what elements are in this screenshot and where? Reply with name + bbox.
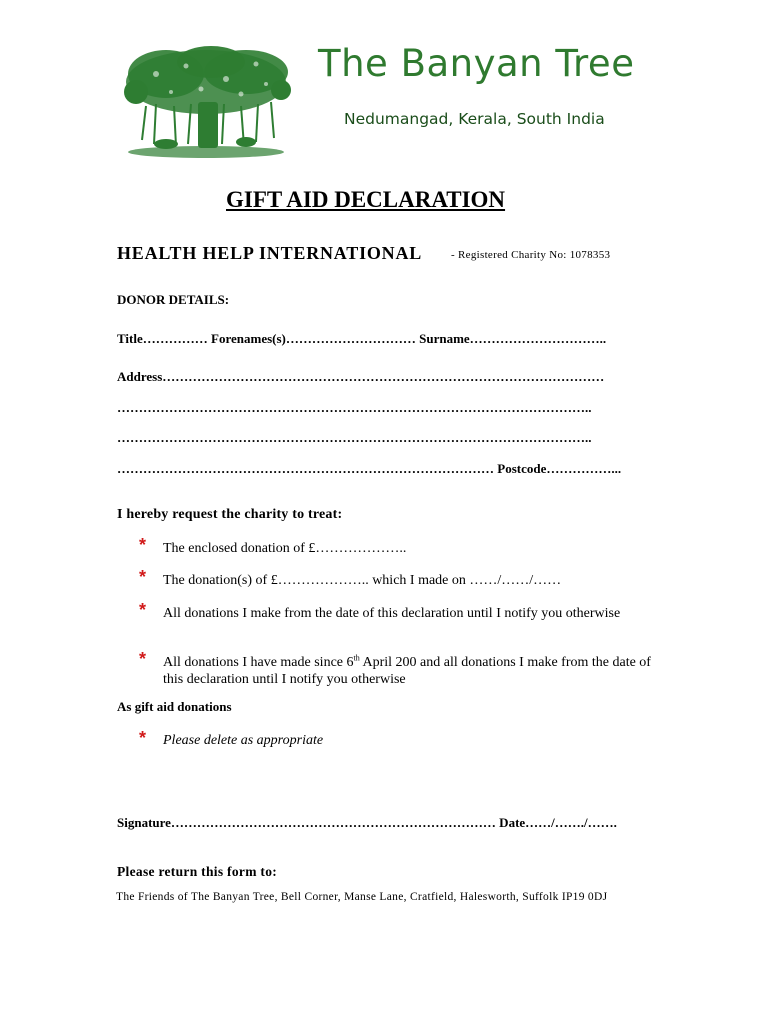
option-text: All donations I have made since 6 <box>163 655 354 670</box>
request-heading: I hereby request the charity to treat: <box>117 507 343 522</box>
option-text: All donations I make from the date of this declaration until I notify you otherwise <box>163 606 621 621</box>
return-heading: Please return this form to: <box>117 864 278 879</box>
name-fields-line[interactable]: Title…………… Forenames(s)………………………… Surname………………………….. <box>117 331 607 346</box>
option-future-donations[interactable] <box>163 605 623 622</box>
organisation-name: HEALTH HELP INTERNATIONAL <box>117 243 423 263</box>
bullet-asterisk: * <box>139 728 147 748</box>
bullet-asterisk: * <box>139 600 147 620</box>
address-line-1[interactable]: Address………………………………………………………………………………………… <box>117 369 605 384</box>
delete-note: Please delete as appropriate <box>163 733 324 748</box>
banyan-tree-logo-icon <box>116 44 296 164</box>
option-enclosed-donation[interactable] <box>163 540 653 557</box>
brand-subtitle: Nedumangad, Kerala, South India <box>344 110 605 128</box>
return-address: The Friends of The Banyan Tree, Bell Corner, Manse Lane, Cratfield, Halesworth, Suffolk IP19 0DJ <box>116 891 608 903</box>
signature-date-line[interactable]: Signature………………………………………………………………… Date……/……./……. <box>117 815 617 830</box>
option-text-continued: April 200 and all donations I make from the date of this declaration until I notify you otherwise <box>163 655 651 687</box>
bullet-asterisk: * <box>139 535 147 555</box>
option-text: The donation(s) of £……………….. which I made on ……/……/…… <box>163 573 562 588</box>
brand-title: The Banyan Tree <box>318 42 635 85</box>
address-line-4-postcode[interactable]: …………………………………………………………………………… Postcode……………... <box>117 461 622 476</box>
gift-aid-heading: As gift aid donations <box>117 699 232 714</box>
document-title: GIFT AID DECLARATION <box>226 187 506 212</box>
donor-details-heading: DONOR DETAILS: <box>117 292 230 307</box>
bullet-asterisk: * <box>139 649 147 669</box>
bullet-asterisk: * <box>139 567 147 587</box>
option-past-donations[interactable] <box>163 572 653 589</box>
address-line-3[interactable]: ……………………………………………………………………………………………….. <box>117 430 592 445</box>
option-all-donations-since[interactable] <box>163 654 653 688</box>
option-text: The enclosed donation of £……………….. <box>163 541 407 556</box>
address-line-2[interactable]: ……………………………………………………………………………………………….. <box>117 400 592 415</box>
charity-number: - Registered Charity No: 1078353 <box>451 249 611 261</box>
ordinal-suffix: th <box>353 653 360 663</box>
